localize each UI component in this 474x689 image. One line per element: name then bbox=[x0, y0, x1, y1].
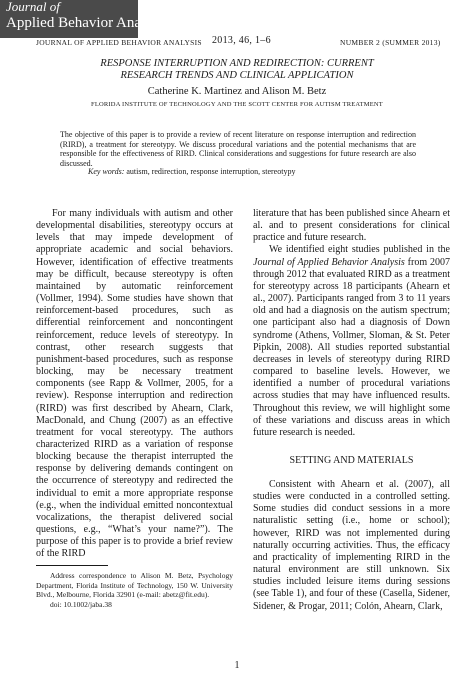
article-authors: Catherine K. Martinez and Alison M. Betz bbox=[147, 86, 327, 97]
body-paragraph: Consistent with Ahearn et al. (2007), all studies were conducted in a controlled setting. Some studies did conduct sessions in a more naturalistic setting (i.e., home or school); however, RIRD was not implemented during naturally occurring activities. Thus, the efficacy and practicality of implementing RIRD in the natural environment are still unknown. Six studies included leisure items during sessions (see Table 1), and four of these (Casella, Sidener, Sidener, & Progar, 2011; Colón, Ahearn, Clark, bbox=[253, 478, 450, 612]
doi: doi: 10.1002/jaba.38 bbox=[50, 599, 112, 609]
body-column-left bbox=[36, 208, 233, 561]
footnote-rule bbox=[36, 565, 108, 566]
article-title bbox=[36, 58, 438, 82]
journal-banner-line1: Journal of bbox=[6, 0, 60, 14]
body-paragraph bbox=[253, 244, 450, 439]
running-head-issue: NUMBER 2 (SUMMER 2013) bbox=[340, 38, 441, 47]
footnote bbox=[36, 571, 233, 609]
author-affiliation: FLORIDA INSTITUTE OF TECHNOLOGY AND THE SCOTT CENTER FOR AUTISM TREATMENT bbox=[91, 101, 383, 108]
keywords bbox=[60, 167, 416, 177]
journal-banner bbox=[0, 0, 169, 38]
abstract: The objective of this paper is to provide a review of recent literature on response interruption and redirection (RIRD), a treatment for stereotypy. We discuss procedural variations and the potential mechanisms that are responsible for the effectiveness of RIRD. Clinical considerations and suggestions for future research are also discussed. bbox=[60, 130, 416, 168]
body-column-right bbox=[253, 208, 450, 613]
keywords-label: Key words: bbox=[88, 167, 125, 176]
body-text: from 2007 through 2012 that evaluated RIRD as a treatment for stereotypy across 18 participants (Ahearn et al., 2007). Participants ranged from 3 to 11 years old and had a diagnosis on the autism spectrum; one participant also had a diagnosis of Down syndrome (Athens, Vollmer, Sloman, & St. Peter Pipkin, 2008). All studies reported substantial decreases in levels of stereotypy during RIRD compared to baseline levels. However, we identified a number of procedural variations across studies that may have influenced results. Throughout this review, we will highlight some of these variations and discuss areas in which future research is needed. bbox=[253, 256, 450, 438]
page-number: 1 bbox=[234, 660, 240, 671]
article-title-line1: RESPONSE INTERRUPTION AND REDIRECTION: CURRENT bbox=[100, 58, 374, 69]
journal-name-italic: Journal of Applied Behavior Analysis bbox=[253, 256, 405, 268]
section-heading: SETTING AND MATERIALS bbox=[289, 454, 414, 466]
correspondence-note: Address correspondence to Alison M. Betz, Psychology Department, Florida Institute of Technology, 150 W. University Blvd., Melbourne, Florida 32901 (e-mail: abetz@fit.edu). bbox=[36, 571, 233, 600]
running-head-volume: 2013, 46, 1–6 bbox=[212, 35, 271, 46]
keywords-list: autism, redirection, response interruption, stereotypy bbox=[126, 167, 296, 176]
running-head-journal: JOURNAL OF APPLIED BEHAVIOR ANALYSIS bbox=[36, 38, 202, 47]
article-title-line2: RESEARCH TRENDS AND CLINICAL APPLICATION bbox=[120, 70, 354, 81]
body-paragraph: literature that has been published since Ahearn et al. and to present considerations for clinical practice and future research. bbox=[253, 208, 450, 244]
journal-banner-line2: Applied Behavior Analysis bbox=[6, 15, 169, 31]
body-text: We identified eight studies published in the bbox=[269, 244, 450, 256]
body-paragraph: For many individuals with autism and other developmental disabilities, stereotypy occurs at levels that may impede development of appropriate academic and social behaviors. However, identification of effective treatments may be difficult, because stereotypy is often maintained by automatic reinforcement (Vollmer, 1994). Some studies have shown that reinforcement-based procedures, such as differential reinforcement and noncontingent reinforcement, reduce levels of stereotypy. In contrast, other research suggests that punishment-based procedures, such as response blocking, may be necessary treatment components (see Rapp & Vollmer, 2005, for a review). Response interruption and redirection (RIRD) was first described by Ahearn, Clark, MacDonald, and Chung (2007) as an effective treatment for vocal stereotypy. The authors characterized RIRD as a variation of response blocking because the therapist interrupted the response by delivering demands contingent on the occurrence of stereotypy and redirected the individual to emit a more appropriate response (e.g., when the individual emitted noncontextual vocalizations, the therapist delivered social questions, e.g., “What’s your name?”). The purpose of this paper is to provide a brief review of the RIRD bbox=[36, 208, 233, 560]
